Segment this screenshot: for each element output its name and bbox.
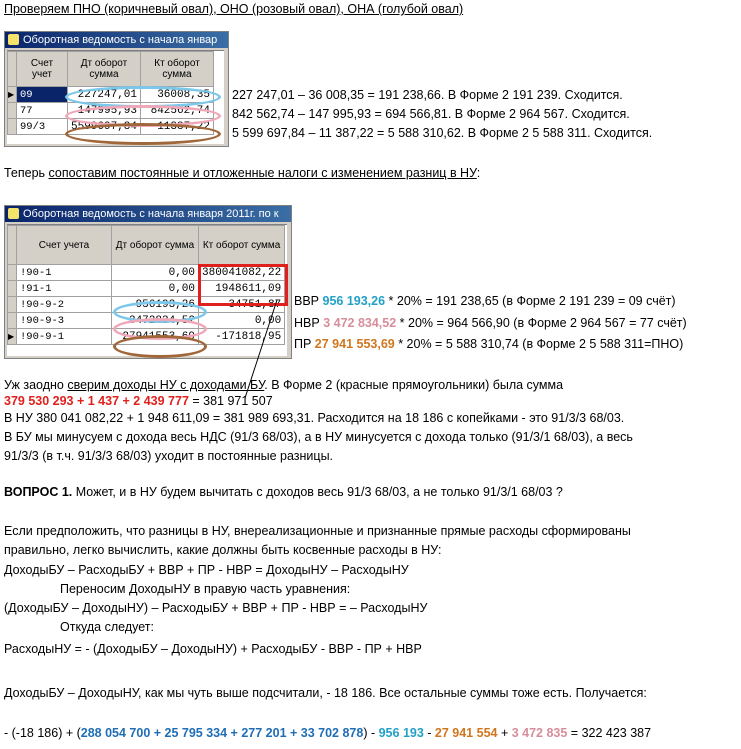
row-pointer-icon: ▶ [8,87,17,103]
col-account[interactable]: Счет учета [17,226,112,265]
row-pointer-icon: ▶ [8,329,17,345]
para1-line5: 91/3/3 (в т.ч. 91/3/3 68/03) уходит в постоянные разницы. [4,449,334,463]
table-row[interactable]: 99/3 5599697,84 11387,22 [8,119,214,135]
col-debit[interactable]: Дт оборот сумма [112,226,199,265]
para1-line1: Уж заодно сверим доходы НУ с доходами БУ. В Форме 2 (красные прямоугольники) была сумма [4,378,564,392]
para1-line4: В БУ мы минусуем с дохода весь НДС (91/3 68/03), а в НУ минусуется с дохода только (91/3/1 68/03), а весь [4,430,633,444]
para2-line4: Переносим ДоходыНУ в правую часть уравнения: [60,582,351,596]
col-credit[interactable]: Кт оборот сумма [199,226,285,265]
table-row[interactable]: 77 147995,93 842562,74 [8,103,214,119]
vvr-line: ВВР 956 193,26 * 20% = 191 238,65 (в Форме 2 191 239 = 09 счёт) [294,294,676,308]
header-line: Проверяем ПНО (коричневый овал), ОНО (розовый овал), ОНА (голубой овал) [4,2,464,16]
para1-line3: В НУ 380 041 082,22 + 1 948 611,09 = 381 989 693,31. Расходится на 18 186 с копейками - это 91/3/3 68/03. [4,411,625,425]
para3-line: ДоходыБУ – ДоходыНУ, как мы чуть выше подсчитали, - 18 186. Все остальные суммы тоже есть. Получается: [4,686,647,700]
col-account[interactable]: Счет учет [17,52,68,87]
table-row[interactable]: !91-1 0,00 1948611,09 [8,281,285,297]
final-formula: - (-18 186) + (288 054 700 + 25 795 334 + 277 201 + 33 702 878) - 956 193 - 27 941 554 + 3 472 835 = 322 423 387 [4,726,652,740]
para2-line5: (ДоходыБУ – ДоходыНУ) – РасходыБУ + ВВР + ПР - НВР = – РасходыНУ [4,601,428,615]
question-line: ВОПРОС 1. Может, и в НУ будем вычитать с доходов весь 91/3 68/03, а не только 91/3/1 68/03 ? [4,485,563,499]
table-row[interactable]: ▶ 09 227247,01 36008,35 [8,87,214,103]
calc-line-1: 227 247,01 – 36 008,35 = 191 238,66. В Форме 2 191 239. Сходится. [232,88,623,102]
pr-line: ПР 27 941 553,69 * 20% = 5 588 310,74 (в Форме 2 5 588 311=ПНО) [294,337,684,351]
col-credit[interactable]: Кт оборот сумма [141,52,214,87]
table-row[interactable]: ▶ !90-9-1 27941553,69 -171818,95 [8,329,285,345]
para2-line7: РасходыНУ = - (ДоходыБУ – ДоходыНУ) + РасходыБУ - ВВР - ПР + НВР [4,642,422,656]
para2-line2: правильно, легко вычислить, какие должны быть косвенные расходы в НУ: [4,543,442,557]
table-row[interactable]: !90-9-2 956193,26 34751,87 [8,297,285,313]
nvr-line: НВР 3 472 834,52 * 20% = 964 566,90 (в Форме 2 964 567 = 77 счёт) [294,316,687,330]
col-debit[interactable]: Дт оборот сумма [68,52,141,87]
window-2-title: Оборотная ведомость с начала января 2011г. по к [23,208,279,220]
para2-line6: Откуда следует: [60,620,154,634]
window-1-title: Оборотная ведомость с начала январ [23,34,218,46]
para2-line1: Если предположить, что разницы в НУ, внереализационные и признанные прямые расходы сформированы [4,524,631,538]
calc-line-2: 842 562,74 – 147 995,93 = 694 566,81. В Форме 2 964 567. Сходится. [232,107,630,121]
para2-line3: ДоходыБУ – РасходыБУ + ВВР + ПР - НВР = ДоходыНУ – РасходыНУ [4,563,409,577]
table-row[interactable]: !90-9-3 3472834,52 0,00 [8,313,285,329]
table-row[interactable]: !90-1 0,00 380041082,22 [8,265,285,281]
compare-line: Теперь сопоставим постоянные и отложенные налоги с изменением разниц в НУ: [4,166,481,180]
para1-line2: 379 530 293 + 1 437 + 2 439 777 = 381 971 507 [4,394,273,408]
calc-line-3: 5 599 697,84 – 11 387,22 = 5 588 310,62. В Форме 2 5 588 311. Сходится. [232,126,653,140]
